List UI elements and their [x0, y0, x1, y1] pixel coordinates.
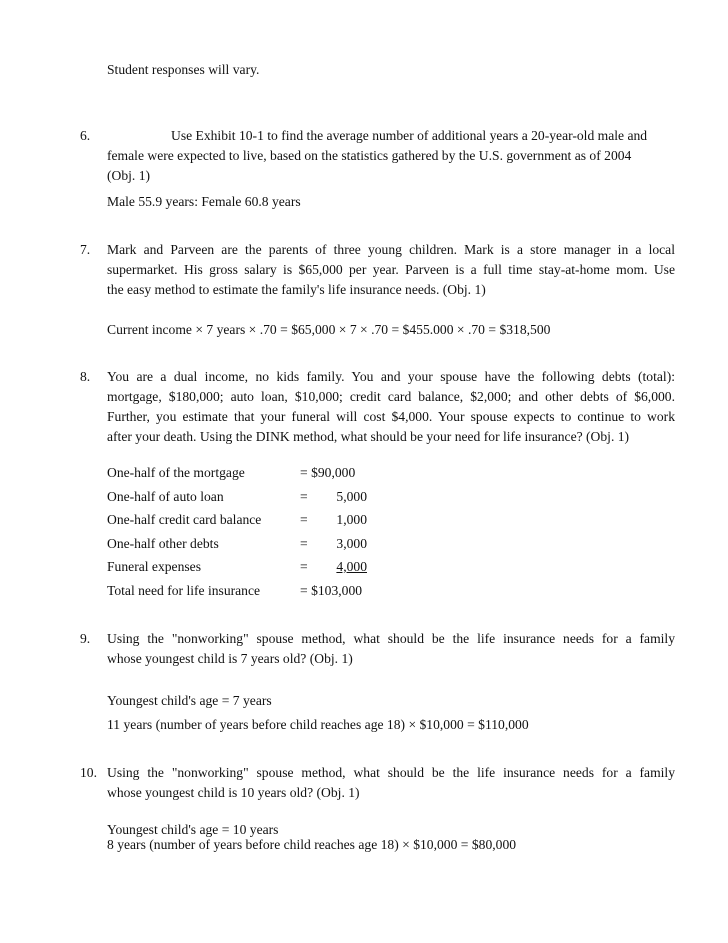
- question-6-number: 6.: [80, 128, 91, 143]
- question-10-text: [107, 763, 675, 803]
- table-row-label: Funeral expenses: [107, 559, 201, 574]
- question-8-line-3: Further, you estimate that your funeral will cost $4,000. Your spouse expects to continue to work: [107, 409, 675, 424]
- question-7-answer: Current income × 7 years × .70 = $65,000 × 7 × .70 = $455.000 × .70 = $318,500: [107, 322, 551, 337]
- question-9-line-1: Using the "nonworking" spouse method, what should be the life insurance needs for a family: [107, 631, 675, 646]
- question-9-answer-line-1: Youngest child's age = 7 years: [107, 693, 272, 708]
- table-row-label: One-half of the mortgage: [107, 465, 245, 480]
- question-6-answer: Male 55.9 years: Female 60.8 years: [107, 194, 301, 209]
- table-row-amount: 5,000: [336, 489, 367, 504]
- question-8-text: [107, 367, 675, 447]
- question-8-line-4: after your death. Using the DINK method, what should be your need for life insurance? (Obj. 1): [107, 429, 630, 444]
- table-row-equals: = $90,000: [300, 465, 356, 480]
- question-8-line-2: mortgage, $180,000; auto loan, $10,000; credit card balance, $2,000; and other debts of $6,000.: [107, 389, 675, 404]
- table-row-label: Total need for life insurance: [107, 583, 261, 598]
- question-6-line-1: Use Exhibit 10-1 to find the average number of additional years a 20-year-old male and: [171, 128, 648, 143]
- table-row-amount: 3,000: [336, 536, 367, 551]
- table-row-equals: =: [300, 489, 308, 504]
- question-9-answer-line-2: 11 years (number of years before child reaches age 18) × $10,000 = $110,000: [107, 717, 529, 732]
- question-6-line-2: female were expected to live, based on the statistics gathered by the U.S. government as of 2004: [107, 148, 632, 163]
- question-7-line-2: supermarket. His gross salary is $65,000 per year. Parveen is a full time stay-at-home mom. Use: [107, 262, 675, 277]
- table-row-equals: =: [300, 559, 308, 574]
- question-8-number: 8.: [80, 369, 91, 384]
- question-7-line-1: Mark and Parveen are the parents of three young children. Mark is a store manager in a local: [107, 242, 675, 257]
- table-row-label: One-half credit card balance: [107, 512, 262, 527]
- question-9-number: 9.: [80, 631, 91, 646]
- question-10-line-2: whose youngest child is 10 years old? (Obj. 1): [107, 785, 360, 800]
- question-6-line-3: (Obj. 1): [107, 168, 151, 183]
- table-row-amount: 4,000: [336, 559, 367, 574]
- table-row-equals: = $103,000: [300, 583, 363, 598]
- question-9-line-2: whose youngest child is 7 years old? (Obj. 1): [107, 651, 353, 666]
- question-10-answer-line-2: 8 years (number of years before child reaches age 18) × $10,000 = $80,000: [107, 837, 517, 852]
- question-10-number: 10.: [80, 765, 97, 780]
- table-row-label: One-half other debts: [107, 536, 219, 551]
- table-row-amount: 1,000: [336, 512, 367, 527]
- table-row-label: One-half of auto loan: [107, 489, 224, 504]
- question-10-answer-line-1: Youngest child's age = 10 years: [107, 822, 279, 837]
- table-row-equals: =: [300, 536, 308, 551]
- question-7-text: [107, 240, 675, 300]
- table-row-equals: =: [300, 512, 308, 527]
- question-7-number: 7.: [80, 242, 91, 257]
- question-7-line-3: the easy method to estimate the family's life insurance needs. (Obj. 1): [107, 282, 486, 297]
- question-10-line-1: Using the "nonworking" spouse method, what should be the life insurance needs for a family: [107, 765, 675, 780]
- question-9-text: [107, 629, 675, 669]
- question-8-line-1: You are a dual income, no kids family. You and your spouse have the following debts (total):: [107, 369, 675, 384]
- intro-response: Student responses will vary.: [107, 62, 260, 77]
- question-6-text: [107, 126, 675, 186]
